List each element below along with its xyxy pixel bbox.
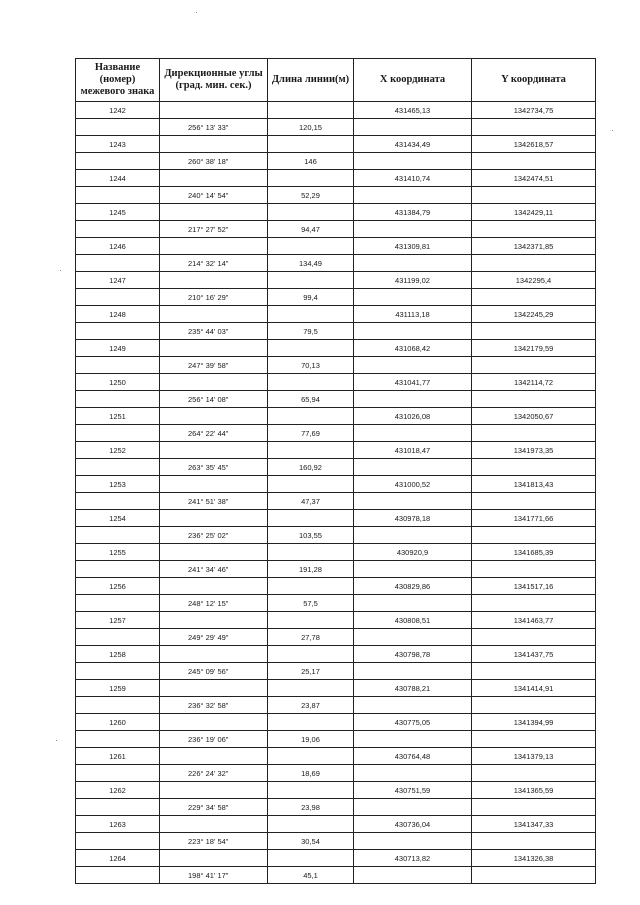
empty-cell	[354, 765, 472, 782]
header-point-name: Название (номер) межевого знака	[76, 59, 160, 102]
point-row	[76, 578, 596, 595]
empty-cell	[160, 544, 268, 561]
y-coordinate-cell: 1341437,75	[472, 646, 596, 663]
empty-cell	[76, 153, 160, 170]
segment-row	[76, 459, 596, 476]
direction-angle-cell: 217° 27' 52"	[160, 221, 268, 238]
x-coordinate-cell: 431026,08	[354, 408, 472, 425]
empty-cell	[472, 357, 596, 374]
empty-cell	[354, 187, 472, 204]
empty-cell	[472, 833, 596, 850]
point-name-cell: 1251	[76, 408, 160, 425]
point-row	[76, 170, 596, 187]
point-row	[76, 238, 596, 255]
empty-cell	[268, 714, 354, 731]
empty-cell	[76, 289, 160, 306]
y-coordinate-cell: 1342371,85	[472, 238, 596, 255]
segment-row	[76, 187, 596, 204]
empty-cell	[354, 323, 472, 340]
segment-row	[76, 493, 596, 510]
point-name-cell: 1252	[76, 442, 160, 459]
table-header-row	[76, 59, 596, 102]
empty-cell	[76, 221, 160, 238]
empty-cell	[268, 612, 354, 629]
line-length-cell: 191,28	[268, 561, 354, 578]
empty-cell	[160, 612, 268, 629]
x-coordinate-cell: 431041,77	[354, 374, 472, 391]
segment-row	[76, 221, 596, 238]
empty-cell	[76, 561, 160, 578]
point-row	[76, 612, 596, 629]
empty-cell	[160, 816, 268, 833]
point-row	[76, 340, 596, 357]
segment-row	[76, 153, 596, 170]
direction-angle-cell: 247° 39' 58"	[160, 357, 268, 374]
empty-cell	[354, 391, 472, 408]
empty-cell	[472, 255, 596, 272]
empty-cell	[472, 425, 596, 442]
line-length-cell: 47,37	[268, 493, 354, 510]
direction-angle-cell: 198° 41' 17"	[160, 867, 268, 884]
line-length-cell: 52,29	[268, 187, 354, 204]
point-name-cell: 1247	[76, 272, 160, 289]
line-length-cell: 70,13	[268, 357, 354, 374]
point-name-cell: 1261	[76, 748, 160, 765]
y-coordinate-cell: 1342734,75	[472, 102, 596, 119]
point-row	[76, 442, 596, 459]
x-coordinate-cell: 431113,18	[354, 306, 472, 323]
line-length-cell: 57,5	[268, 595, 354, 612]
empty-cell	[268, 782, 354, 799]
point-name-cell: 1246	[76, 238, 160, 255]
direction-angle-cell: 248° 12' 15"	[160, 595, 268, 612]
point-name-cell: 1257	[76, 612, 160, 629]
y-coordinate-cell: 1342474,51	[472, 170, 596, 187]
empty-cell	[472, 153, 596, 170]
empty-cell	[472, 731, 596, 748]
empty-cell	[472, 187, 596, 204]
x-coordinate-cell: 430751,59	[354, 782, 472, 799]
empty-cell	[268, 850, 354, 867]
empty-cell	[76, 119, 160, 136]
scan-speck	[60, 270, 61, 271]
empty-cell	[76, 459, 160, 476]
empty-cell	[268, 578, 354, 595]
segment-row	[76, 595, 596, 612]
line-length-cell: 18,69	[268, 765, 354, 782]
direction-angle-cell: 214° 32' 14"	[160, 255, 268, 272]
point-row	[76, 680, 596, 697]
point-row	[76, 272, 596, 289]
empty-cell	[354, 697, 472, 714]
empty-cell	[354, 867, 472, 884]
point-name-cell: 1255	[76, 544, 160, 561]
empty-cell	[76, 391, 160, 408]
empty-cell	[160, 850, 268, 867]
line-length-cell: 77,69	[268, 425, 354, 442]
empty-cell	[76, 255, 160, 272]
empty-cell	[76, 731, 160, 748]
y-coordinate-cell: 1342245,29	[472, 306, 596, 323]
empty-cell	[472, 493, 596, 510]
segment-row	[76, 255, 596, 272]
empty-cell	[160, 136, 268, 153]
scan-speck	[56, 740, 57, 741]
direction-angle-cell: 235° 44' 03"	[160, 323, 268, 340]
point-row	[76, 476, 596, 493]
empty-cell	[76, 697, 160, 714]
empty-cell	[354, 663, 472, 680]
y-coordinate-cell: 1341365,59	[472, 782, 596, 799]
y-coordinate-cell: 1341414,91	[472, 680, 596, 697]
empty-cell	[268, 408, 354, 425]
y-coordinate-cell: 1341517,16	[472, 578, 596, 595]
point-row	[76, 748, 596, 765]
empty-cell	[472, 561, 596, 578]
header-x-coordinate: X координата	[354, 59, 472, 102]
line-length-cell: 94,47	[268, 221, 354, 238]
line-length-cell: 79,5	[268, 323, 354, 340]
empty-cell	[472, 221, 596, 238]
empty-cell	[76, 527, 160, 544]
point-name-cell: 1260	[76, 714, 160, 731]
point-row	[76, 408, 596, 425]
scan-speck	[612, 130, 613, 131]
point-name-cell: 1254	[76, 510, 160, 527]
empty-cell	[472, 289, 596, 306]
direction-angle-cell: 256° 14' 08"	[160, 391, 268, 408]
empty-cell	[354, 561, 472, 578]
point-row	[76, 782, 596, 799]
empty-cell	[472, 629, 596, 646]
empty-cell	[354, 289, 472, 306]
empty-cell	[76, 663, 160, 680]
y-coordinate-cell: 1342050,67	[472, 408, 596, 425]
direction-angle-cell: 241° 34' 46"	[160, 561, 268, 578]
empty-cell	[76, 323, 160, 340]
point-name-cell: 1259	[76, 680, 160, 697]
line-length-cell: 160,92	[268, 459, 354, 476]
x-coordinate-cell: 430764,48	[354, 748, 472, 765]
point-row	[76, 850, 596, 867]
y-coordinate-cell: 1342618,57	[472, 136, 596, 153]
x-coordinate-cell: 430808,51	[354, 612, 472, 629]
y-coordinate-cell: 1341685,39	[472, 544, 596, 561]
line-length-cell: 99,4	[268, 289, 354, 306]
point-name-cell: 1248	[76, 306, 160, 323]
empty-cell	[160, 578, 268, 595]
segment-row	[76, 323, 596, 340]
empty-cell	[472, 663, 596, 680]
empty-cell	[160, 272, 268, 289]
segment-row	[76, 629, 596, 646]
empty-cell	[268, 544, 354, 561]
line-length-cell: 23,87	[268, 697, 354, 714]
direction-angle-cell: 256° 13' 33"	[160, 119, 268, 136]
direction-angle-cell: 264° 22' 44"	[160, 425, 268, 442]
x-coordinate-cell: 430978,18	[354, 510, 472, 527]
empty-cell	[76, 425, 160, 442]
segment-row	[76, 799, 596, 816]
empty-cell	[268, 272, 354, 289]
direction-angle-cell: 226° 24' 32"	[160, 765, 268, 782]
empty-cell	[160, 408, 268, 425]
empty-cell	[354, 119, 472, 136]
line-length-cell: 134,49	[268, 255, 354, 272]
empty-cell	[472, 867, 596, 884]
point-name-cell: 1262	[76, 782, 160, 799]
point-row	[76, 714, 596, 731]
empty-cell	[76, 629, 160, 646]
empty-cell	[76, 493, 160, 510]
segment-row	[76, 425, 596, 442]
x-coordinate-cell: 430736,04	[354, 816, 472, 833]
line-length-cell: 23,98	[268, 799, 354, 816]
segment-row	[76, 527, 596, 544]
empty-cell	[354, 459, 472, 476]
empty-cell	[160, 646, 268, 663]
empty-cell	[268, 442, 354, 459]
point-name-cell: 1263	[76, 816, 160, 833]
point-row	[76, 204, 596, 221]
document-page	[75, 58, 595, 884]
y-coordinate-cell: 1342114,72	[472, 374, 596, 391]
empty-cell	[76, 357, 160, 374]
x-coordinate-cell: 431434,49	[354, 136, 472, 153]
x-coordinate-cell: 431018,47	[354, 442, 472, 459]
segment-row	[76, 697, 596, 714]
empty-cell	[472, 119, 596, 136]
empty-cell	[160, 680, 268, 697]
empty-cell	[354, 221, 472, 238]
empty-cell	[268, 510, 354, 527]
point-name-cell: 1250	[76, 374, 160, 391]
empty-cell	[76, 595, 160, 612]
x-coordinate-cell: 431068,42	[354, 340, 472, 357]
empty-cell	[160, 476, 268, 493]
line-length-cell: 25,17	[268, 663, 354, 680]
empty-cell	[354, 629, 472, 646]
direction-angle-cell: 240° 14' 54"	[160, 187, 268, 204]
point-row	[76, 544, 596, 561]
point-name-cell: 1249	[76, 340, 160, 357]
direction-angle-cell: 245° 09' 56"	[160, 663, 268, 680]
x-coordinate-cell: 431410,74	[354, 170, 472, 187]
line-length-cell: 146	[268, 153, 354, 170]
point-name-cell: 1264	[76, 850, 160, 867]
point-name-cell: 1258	[76, 646, 160, 663]
empty-cell	[354, 425, 472, 442]
x-coordinate-cell: 430920,9	[354, 544, 472, 561]
boundary-coordinates-table	[75, 58, 596, 884]
empty-cell	[268, 170, 354, 187]
table-body	[76, 102, 596, 884]
y-coordinate-cell: 1341771,66	[472, 510, 596, 527]
empty-cell	[268, 476, 354, 493]
empty-cell	[354, 799, 472, 816]
empty-cell	[160, 306, 268, 323]
segment-row	[76, 289, 596, 306]
empty-cell	[472, 595, 596, 612]
direction-angle-cell: 229° 34' 58"	[160, 799, 268, 816]
empty-cell	[160, 238, 268, 255]
point-name-cell: 1253	[76, 476, 160, 493]
empty-cell	[160, 442, 268, 459]
empty-cell	[268, 646, 354, 663]
empty-cell	[76, 799, 160, 816]
empty-cell	[160, 782, 268, 799]
line-length-cell: 27,78	[268, 629, 354, 646]
line-length-cell: 120,15	[268, 119, 354, 136]
y-coordinate-cell: 1341394,99	[472, 714, 596, 731]
direction-angle-cell: 260° 38' 18"	[160, 153, 268, 170]
empty-cell	[472, 765, 596, 782]
y-coordinate-cell: 1342295,4	[472, 272, 596, 289]
point-row	[76, 136, 596, 153]
empty-cell	[354, 527, 472, 544]
point-row	[76, 510, 596, 527]
x-coordinate-cell: 430829,86	[354, 578, 472, 595]
x-coordinate-cell: 430713,82	[354, 850, 472, 867]
direction-angle-cell: 241° 51' 38"	[160, 493, 268, 510]
empty-cell	[76, 867, 160, 884]
point-row	[76, 306, 596, 323]
point-name-cell: 1245	[76, 204, 160, 221]
line-length-cell: 65,94	[268, 391, 354, 408]
empty-cell	[472, 527, 596, 544]
empty-cell	[472, 391, 596, 408]
empty-cell	[268, 238, 354, 255]
empty-cell	[268, 306, 354, 323]
point-name-cell: 1244	[76, 170, 160, 187]
line-length-cell: 30,54	[268, 833, 354, 850]
line-length-cell: 19,06	[268, 731, 354, 748]
empty-cell	[472, 697, 596, 714]
direction-angle-cell: 223° 18' 54"	[160, 833, 268, 850]
x-coordinate-cell: 430798,78	[354, 646, 472, 663]
point-row	[76, 646, 596, 663]
header-line-length: Длина линии(м)	[268, 59, 354, 102]
empty-cell	[268, 816, 354, 833]
empty-cell	[472, 799, 596, 816]
segment-row	[76, 561, 596, 578]
empty-cell	[76, 765, 160, 782]
empty-cell	[354, 255, 472, 272]
empty-cell	[76, 187, 160, 204]
segment-row	[76, 119, 596, 136]
x-coordinate-cell: 431199,02	[354, 272, 472, 289]
empty-cell	[268, 680, 354, 697]
segment-row	[76, 867, 596, 884]
empty-cell	[354, 833, 472, 850]
x-coordinate-cell: 430775,05	[354, 714, 472, 731]
line-length-cell: 45,1	[268, 867, 354, 884]
scan-speck	[196, 12, 197, 13]
direction-angle-cell: 236° 25' 02"	[160, 527, 268, 544]
empty-cell	[160, 102, 268, 119]
y-coordinate-cell: 1341463,77	[472, 612, 596, 629]
point-row	[76, 816, 596, 833]
empty-cell	[160, 340, 268, 357]
empty-cell	[160, 374, 268, 391]
y-coordinate-cell: 1342179,59	[472, 340, 596, 357]
empty-cell	[268, 374, 354, 391]
point-name-cell: 1242	[76, 102, 160, 119]
x-coordinate-cell: 431309,81	[354, 238, 472, 255]
empty-cell	[268, 748, 354, 765]
segment-row	[76, 731, 596, 748]
direction-angle-cell: 263° 35' 45"	[160, 459, 268, 476]
point-row	[76, 102, 596, 119]
y-coordinate-cell: 1341973,35	[472, 442, 596, 459]
segment-row	[76, 663, 596, 680]
y-coordinate-cell: 1342429,11	[472, 204, 596, 221]
y-coordinate-cell: 1341379,13	[472, 748, 596, 765]
y-coordinate-cell: 1341813,43	[472, 476, 596, 493]
empty-cell	[268, 136, 354, 153]
empty-cell	[268, 340, 354, 357]
empty-cell	[76, 833, 160, 850]
header-y-coordinate: Y координата	[472, 59, 596, 102]
point-name-cell: 1256	[76, 578, 160, 595]
empty-cell	[160, 170, 268, 187]
empty-cell	[268, 204, 354, 221]
empty-cell	[472, 323, 596, 340]
x-coordinate-cell: 431465,13	[354, 102, 472, 119]
y-coordinate-cell: 1341347,33	[472, 816, 596, 833]
empty-cell	[354, 357, 472, 374]
empty-cell	[354, 595, 472, 612]
empty-cell	[472, 459, 596, 476]
segment-row	[76, 391, 596, 408]
empty-cell	[160, 714, 268, 731]
segment-row	[76, 357, 596, 374]
empty-cell	[354, 493, 472, 510]
empty-cell	[268, 102, 354, 119]
x-coordinate-cell: 431384,79	[354, 204, 472, 221]
header-direction-angle: Дирекционные углы (град. мин. сек.)	[160, 59, 268, 102]
x-coordinate-cell: 430788,21	[354, 680, 472, 697]
y-coordinate-cell: 1341326,38	[472, 850, 596, 867]
empty-cell	[354, 153, 472, 170]
empty-cell	[160, 748, 268, 765]
empty-cell	[160, 510, 268, 527]
x-coordinate-cell: 431000,52	[354, 476, 472, 493]
direction-angle-cell: 236° 32' 58"	[160, 697, 268, 714]
segment-row	[76, 833, 596, 850]
direction-angle-cell: 236° 19' 06"	[160, 731, 268, 748]
line-length-cell: 103,55	[268, 527, 354, 544]
direction-angle-cell: 249° 29' 49"	[160, 629, 268, 646]
direction-angle-cell: 210° 16' 29"	[160, 289, 268, 306]
point-row	[76, 374, 596, 391]
segment-row	[76, 765, 596, 782]
empty-cell	[354, 731, 472, 748]
empty-cell	[160, 204, 268, 221]
point-name-cell: 1243	[76, 136, 160, 153]
